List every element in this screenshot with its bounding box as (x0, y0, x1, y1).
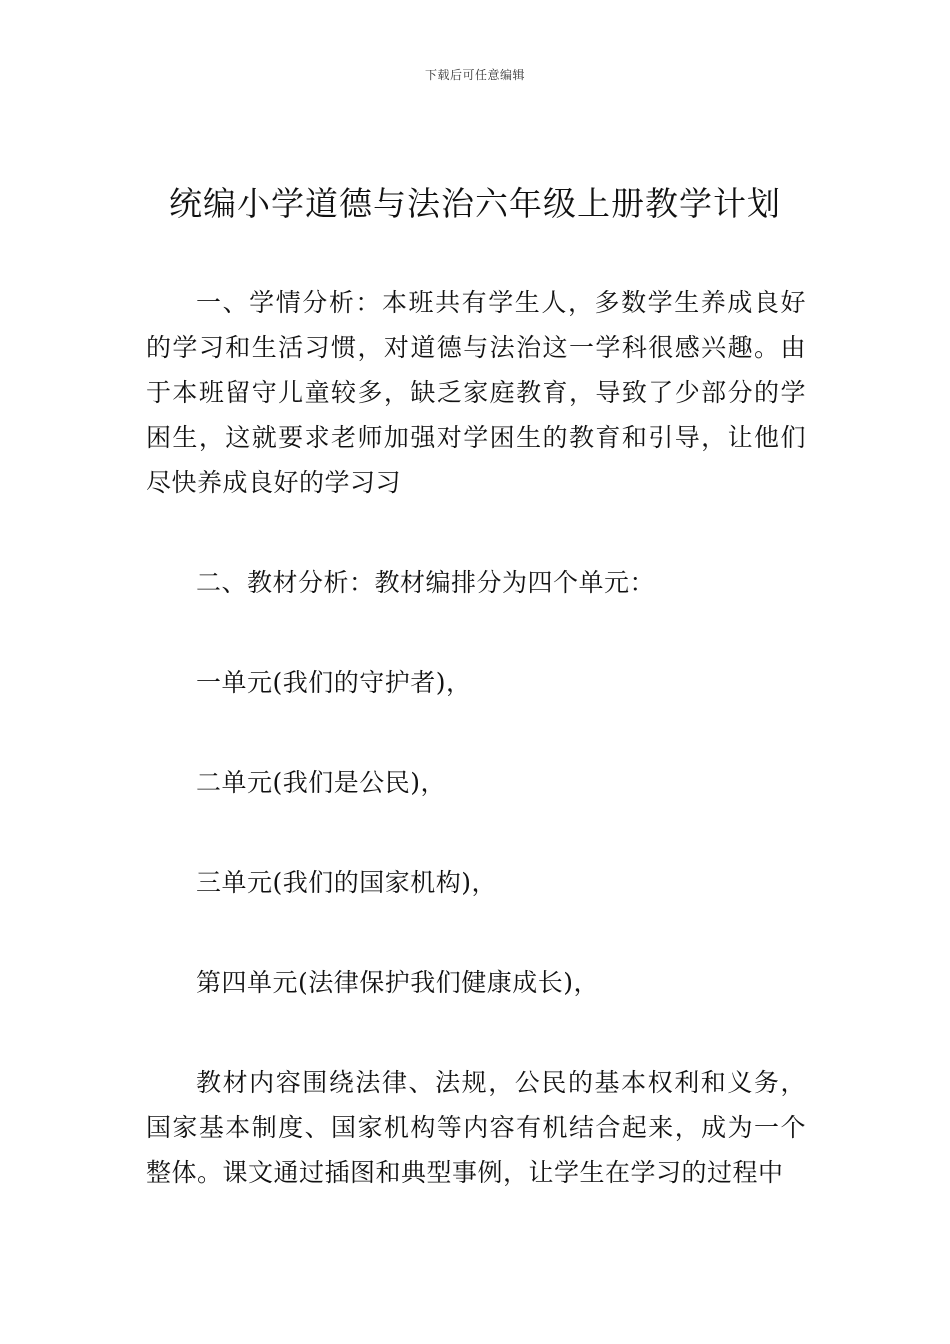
paragraph-learning-analysis: 一、学情分析：本班共有学生人，多数学生养成良好的学习和生活习惯，对道德与法治这一学科很感兴趣。由于本班留守儿童较多，缺乏家庭教育，导致了少部分的学困生，这就要求老师加强对学困生的教育和引导，让他们尽快养成良好的学习习 (146, 288, 806, 497)
paragraph-unit-1: 一单元(我们的守护者)， (196, 668, 472, 697)
paragraph-textbook-analysis: 二、教材分析：教材编排分为四个单元： (196, 568, 656, 597)
paragraph-textbook-content: 教材内容围绕法律、法规，公民的基本权利和义务，国家基本制度、国家机构等内容有机结合起来，成为一个整体。课文通过插图和典型事例，让学生在学习的过程中 (146, 1068, 806, 1187)
paragraph-unit-4: 第四单元(法律保护我们健康成长)， (196, 968, 600, 997)
paragraph-unit-3: 三单元(我们的国家机构)， (196, 868, 498, 897)
paragraph-unit-2: 二单元(我们是公民)， (196, 768, 447, 797)
document-title: 统编小学道德与法治六年级上册教学计划 (169, 184, 781, 223)
document-body (146, 280, 806, 1195)
header-note: 下载后可任意编辑 (424, 68, 525, 82)
